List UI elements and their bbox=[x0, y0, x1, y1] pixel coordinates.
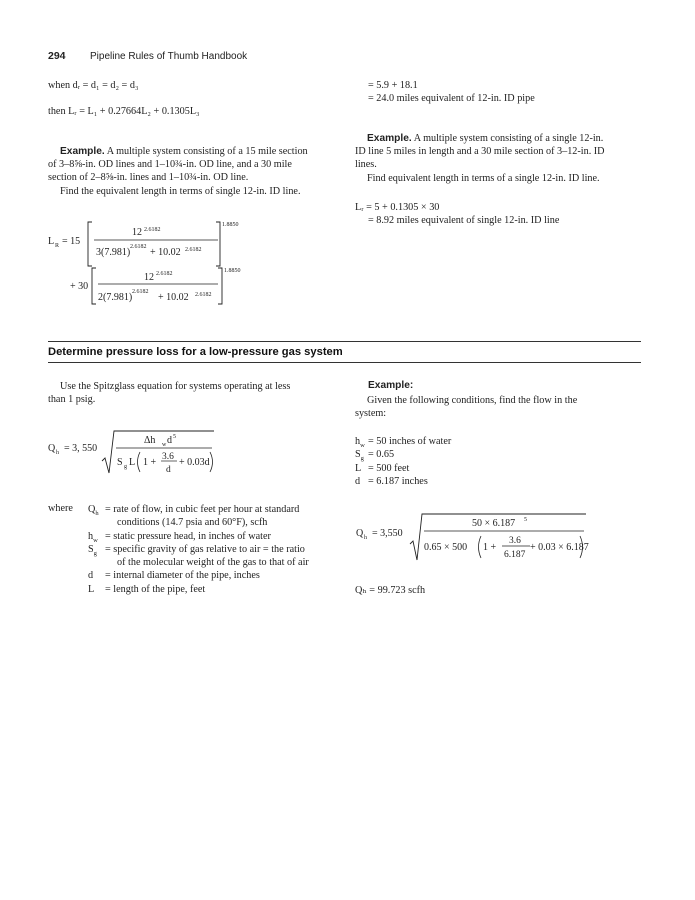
bracket-right bbox=[218, 268, 222, 304]
example3-line: Given the following conditions, find the flow in the bbox=[367, 395, 578, 406]
formula2-num-exp: 5 bbox=[173, 434, 176, 440]
paren-right bbox=[210, 452, 213, 472]
formula2-coefficient: = 3, 550 bbox=[64, 443, 98, 454]
formula3-coefficient: = 3,550 bbox=[372, 528, 403, 539]
example2-result: = 8.92 miles equivalent of single 12-in. ID line bbox=[368, 215, 560, 226]
example2-paragraph bbox=[355, 132, 641, 185]
den-one: 1 + bbox=[483, 542, 497, 553]
den-tail: + 0.03d bbox=[179, 457, 210, 468]
bracket-left bbox=[88, 222, 92, 266]
inner-frac-den: 6.187 bbox=[504, 550, 526, 560]
den1-a-exp: 2.6182 bbox=[130, 244, 147, 250]
example1-paragraph bbox=[48, 145, 334, 198]
den-a: 0.65 × 500 bbox=[424, 542, 468, 553]
example2-line: lines. bbox=[355, 159, 377, 171]
result-line: = 24.0 miles equivalent of 12-in. ID pipe bbox=[368, 93, 535, 104]
paren-left bbox=[479, 536, 482, 558]
definition-text: = static pressure head, in inches of water bbox=[105, 530, 271, 542]
worked-example-formula bbox=[352, 508, 642, 578]
den-s: S bbox=[117, 457, 123, 468]
definition-row bbox=[88, 516, 309, 529]
formula3-num-exp: 5 bbox=[524, 517, 527, 523]
formula2-numerator: Δh bbox=[144, 435, 156, 446]
given-row bbox=[355, 475, 451, 488]
intro-line: Use the Spitzglass equation for systems operating at less bbox=[60, 381, 291, 392]
definition-text: = internal diameter of the pipe, inches bbox=[105, 570, 260, 582]
definition-row bbox=[88, 530, 309, 543]
where-label: where bbox=[48, 503, 73, 514]
given-symbol: L bbox=[355, 462, 362, 474]
inner-frac-num: 3.6 bbox=[162, 452, 174, 462]
then-equation: then Lᵣ = L₁ + 0.27664L₂ + 0.1305L₃ bbox=[48, 106, 200, 117]
example2-label: Example. bbox=[367, 133, 412, 144]
example1-line: of 3–8⅝-in. OD lines and 1–10¾-in. OD line, and a 30 mile bbox=[48, 159, 292, 171]
definition-row bbox=[88, 503, 309, 516]
definition-text: of the molecular weight of the gas to that of air bbox=[117, 557, 309, 569]
given-value: = 50 inches of water bbox=[368, 436, 452, 447]
definition-text: = length of the pipe, feet bbox=[105, 583, 206, 595]
den2-a: 2(7.981) bbox=[98, 292, 133, 303]
formula2-num-d: d bbox=[167, 435, 172, 446]
page-number: 294 bbox=[48, 50, 66, 62]
definition-symbol: Q bbox=[88, 504, 96, 515]
definition-text: conditions (14.7 psia and 60°F), scfh bbox=[117, 517, 268, 529]
example3-givens bbox=[355, 435, 451, 488]
given-subscript: w bbox=[360, 442, 365, 450]
lr-subscript: R bbox=[55, 243, 60, 249]
qh-subscript: h bbox=[56, 450, 59, 456]
definition-row bbox=[88, 543, 309, 556]
definition-symbol: d bbox=[88, 570, 94, 582]
intro-line: than 1 psig. bbox=[48, 394, 96, 406]
definition-symbol: h bbox=[88, 530, 94, 542]
section-title: Determine pressure loss for a low-pressure gas system bbox=[48, 346, 343, 358]
example1-label: Example. bbox=[60, 146, 105, 157]
lr-symbol: L bbox=[48, 236, 55, 247]
example3-label: Example: bbox=[368, 380, 414, 391]
given-symbol: h bbox=[355, 436, 361, 447]
qh-symbol: Q bbox=[356, 528, 364, 539]
den2-b: + 10.02 bbox=[158, 292, 189, 303]
definition-subscript: w bbox=[93, 536, 98, 544]
num2-exp: 2.6182 bbox=[156, 271, 173, 277]
given-symbol: S bbox=[355, 449, 361, 461]
formula3-numerator: 50 × 6.187 bbox=[472, 518, 516, 529]
den-s-sub: g bbox=[124, 464, 127, 470]
num1-exp: 2.6182 bbox=[144, 227, 161, 233]
example2-line: Find equivalent length in terms of a single 12-in. ID line. bbox=[367, 172, 600, 184]
outer-exp-1: 1.8850 bbox=[222, 222, 239, 228]
definition-text: = specific gravity of gas relative to air = the ratio bbox=[105, 543, 305, 555]
den1-a: 3(7.981) bbox=[96, 247, 131, 258]
formula2-num-sub: w bbox=[162, 442, 167, 448]
given-row bbox=[355, 448, 451, 461]
qh-symbol: Q bbox=[48, 443, 56, 454]
definition-symbol: L bbox=[88, 583, 95, 595]
example3-paragraph bbox=[355, 394, 641, 420]
example3-answer: Qₕ = 99.723 scfh bbox=[355, 585, 426, 596]
sum-line: = 5.9 + 18.1 bbox=[368, 80, 418, 91]
example1-line: A multiple system consisting of a 15 mile section bbox=[104, 146, 308, 157]
outer-exp-2: 1.8850 bbox=[224, 268, 241, 274]
den-one: 1 + bbox=[143, 457, 157, 468]
section-top-rule bbox=[48, 341, 641, 342]
inner-frac-num: 3.6 bbox=[509, 536, 521, 546]
coef2: + 30 bbox=[70, 281, 89, 292]
definition-subscript: h bbox=[95, 510, 99, 518]
given-row bbox=[355, 435, 451, 448]
spitzglass-formula bbox=[44, 425, 234, 495]
given-symbol: d bbox=[355, 475, 361, 487]
coef1: = 15 bbox=[62, 236, 81, 247]
definition-subscript: g bbox=[93, 549, 97, 557]
paren-left bbox=[138, 452, 141, 472]
section-bottom-rule bbox=[48, 362, 641, 363]
when-condition: when dᵣ = d₁ = d₂ = d₃ bbox=[48, 80, 139, 91]
given-value: = 6.187 inches bbox=[368, 475, 428, 487]
bracket-right bbox=[216, 222, 220, 266]
den1-b-exp: 2.6182 bbox=[185, 247, 202, 253]
example2-line: ID line 5 miles in length and a 30 mile section of 3–12-in. ID bbox=[355, 146, 605, 158]
given-value: = 0.65 bbox=[368, 449, 395, 461]
den-tail: + 0.03 × 6.187 bbox=[530, 542, 589, 553]
example1-line: Find the equivalent length in terms of single 12-in. ID line. bbox=[60, 185, 301, 197]
den2-a-exp: 2.6182 bbox=[132, 289, 149, 295]
given-subscript: g bbox=[360, 455, 364, 463]
where-definitions bbox=[88, 503, 309, 596]
definition-symbol: S bbox=[88, 543, 94, 555]
definition-row bbox=[88, 583, 309, 596]
definition-row bbox=[88, 556, 309, 569]
den-l: L bbox=[129, 457, 136, 468]
bracket-left bbox=[92, 268, 96, 304]
intro-paragraph bbox=[48, 380, 334, 406]
qh-subscript: h bbox=[364, 535, 367, 541]
num2: 12 bbox=[144, 272, 154, 283]
given-value: = 500 feet bbox=[368, 462, 410, 474]
den2-b-exp: 2.6182 bbox=[195, 292, 212, 298]
example3-line: system: bbox=[355, 408, 387, 420]
definition-text: = rate of flow, in cubic feet per hour at standard bbox=[105, 504, 300, 515]
running-header-title: Pipeline Rules of Thumb Handbook bbox=[90, 51, 248, 62]
example1-line: section of 2–8⅝-in. lines and 1–10¾-in. OD line. bbox=[48, 172, 249, 184]
definition-row bbox=[88, 569, 309, 582]
den1-b: + 10.02 bbox=[150, 247, 181, 258]
given-row bbox=[355, 462, 451, 475]
inner-frac-den: d bbox=[166, 465, 171, 475]
equivalent-length-formula bbox=[40, 218, 340, 308]
example2-calc: Lᵣ = 5 + 0.1305 × 30 bbox=[355, 202, 440, 213]
num1: 12 bbox=[132, 227, 142, 238]
example2-line: A multiple system consisting of a single 12-in. bbox=[411, 133, 604, 144]
